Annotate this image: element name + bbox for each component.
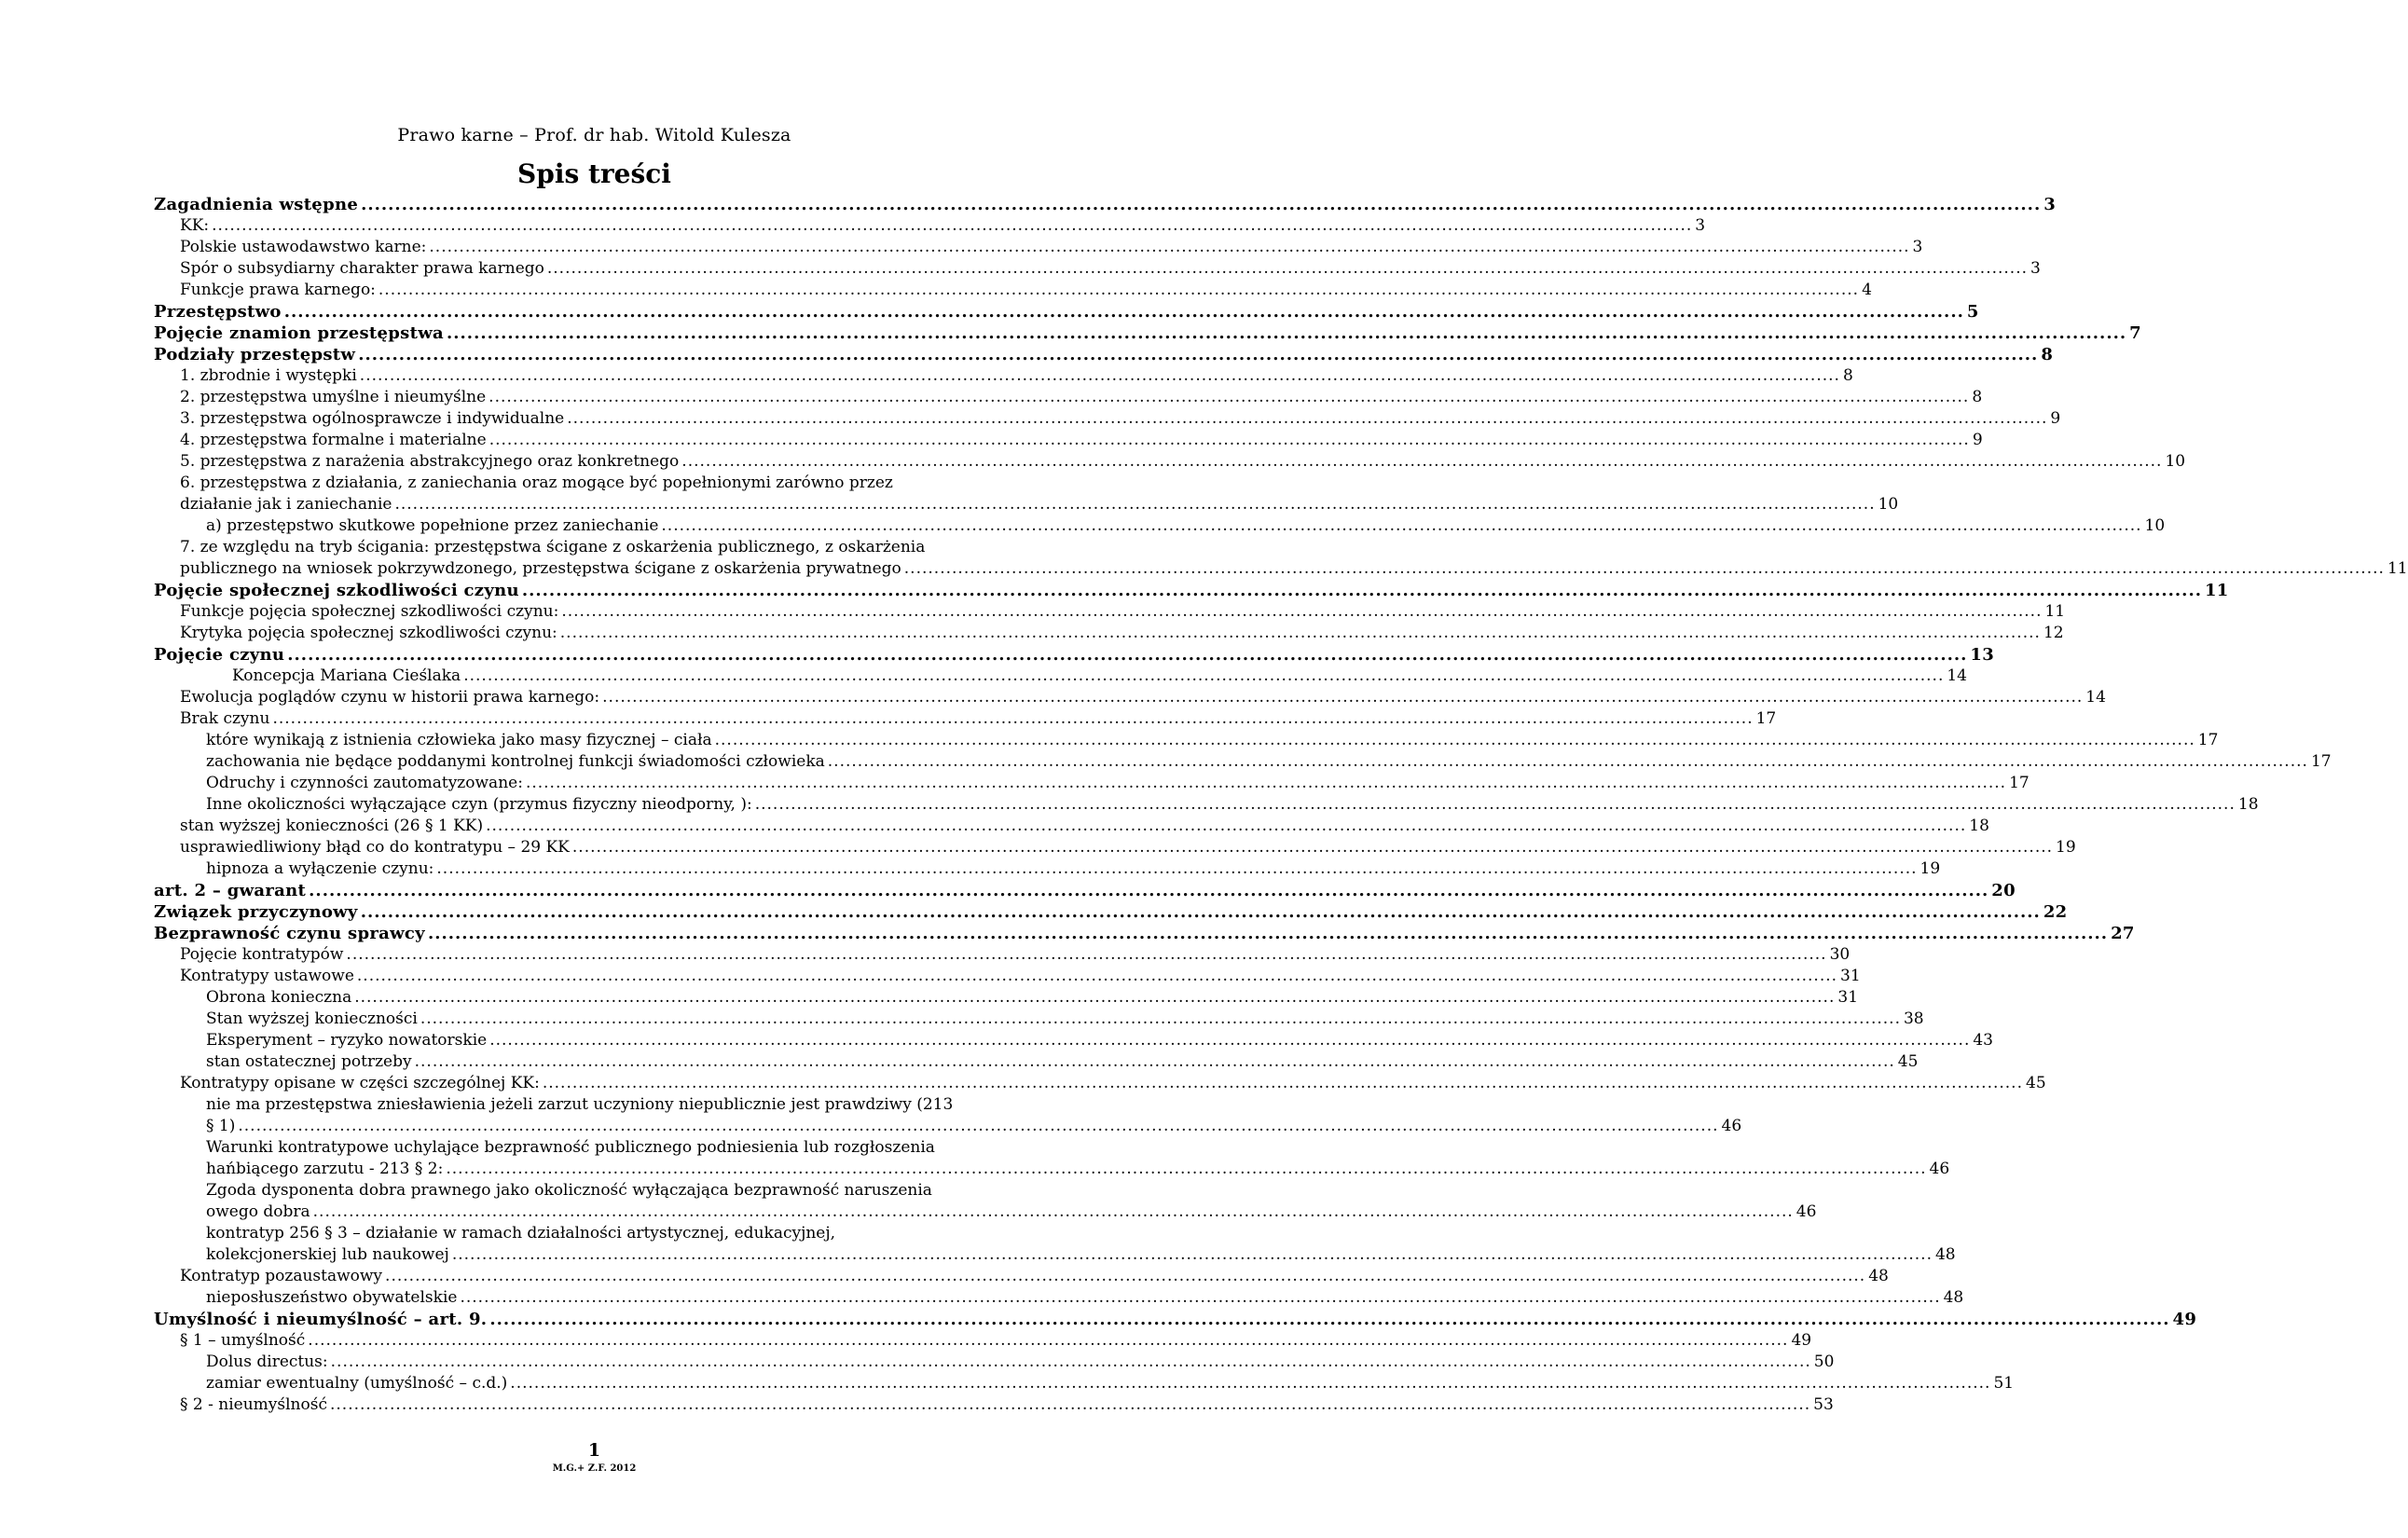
toc-entry[interactable] bbox=[154, 1330, 1812, 1352]
toc-dot-leader bbox=[308, 1330, 1788, 1352]
toc-chapter[interactable] bbox=[154, 323, 2141, 344]
toc-page-number: 3 bbox=[1695, 216, 1706, 235]
toc-entry[interactable] bbox=[154, 1352, 1835, 1373]
toc-entry-first-line[interactable]: kontratyp 256 § 3 – działanie w ramach działalności artystycznej, edukacyjnej, bbox=[206, 1224, 836, 1243]
toc-entry-title: zamiar ewentualny (umyślność – c.d.) bbox=[206, 1374, 508, 1393]
toc-entry-title: zachowania nie będące poddanymi kontrolnej funkcji świadomości człowieka bbox=[206, 752, 825, 771]
toc-page-number: 11 bbox=[2044, 602, 2066, 621]
toc-entry[interactable] bbox=[154, 837, 2076, 858]
toc-entry[interactable] bbox=[154, 708, 1777, 730]
toc-dot-leader bbox=[238, 1116, 1718, 1137]
toc-entry-title: Koncepcja Mariana Cieślaka bbox=[232, 666, 461, 685]
toc-dot-leader bbox=[661, 515, 2141, 537]
document-header: Prawo karne – Prof. dr hab. Witold Kulesza bbox=[397, 125, 791, 145]
toc-entry[interactable] bbox=[154, 730, 2219, 751]
toc-entry[interactable] bbox=[154, 515, 2166, 537]
toc-dot-leader bbox=[346, 944, 1826, 966]
toc-chapter[interactable] bbox=[154, 1309, 2197, 1330]
toc-entry[interactable] bbox=[154, 215, 1706, 237]
toc-entry[interactable] bbox=[154, 1373, 2015, 1394]
toc-entry[interactable] bbox=[154, 751, 2332, 773]
toc-entry-title: Bezprawność czynu sprawcy bbox=[154, 924, 425, 943]
toc-entry-title: Przestępstwo bbox=[154, 302, 282, 322]
toc-entry[interactable] bbox=[154, 1244, 1956, 1266]
toc-dot-leader bbox=[436, 858, 1917, 880]
toc-entry[interactable] bbox=[154, 1159, 1950, 1180]
toc-entry-title: Obrona konieczna bbox=[206, 988, 352, 1007]
toc-entry-title: art. 2 – gwarant bbox=[154, 881, 307, 900]
toc-dot-leader bbox=[357, 966, 1837, 987]
toc-page-number: 46 bbox=[1929, 1160, 1950, 1178]
toc-dot-leader bbox=[602, 687, 2083, 708]
toc-page-number: 43 bbox=[1973, 1031, 1993, 1050]
toc-page-number: 17 bbox=[1755, 709, 1777, 728]
toc-entry-title: które wynikają z istnienia człowieka jako masy fizycznej – ciała bbox=[206, 731, 712, 749]
toc-entry-title: § 2 - nieumyślność bbox=[180, 1395, 327, 1414]
toc-entry-title: KK: bbox=[180, 216, 210, 235]
toc-dot-leader bbox=[361, 901, 2041, 923]
toc-page-number: 31 bbox=[1837, 988, 1859, 1007]
toc-entry[interactable] bbox=[154, 365, 1853, 387]
toc-entry-title: Kontratypy opisane w części szczególnej KK: bbox=[180, 1074, 540, 1092]
toc-entry[interactable] bbox=[154, 1266, 1889, 1287]
toc-entry-title: usprawiedliwiony błąd co do kontratypu – 29 KK bbox=[180, 838, 570, 857]
toc-page-number: 7 bbox=[2129, 323, 2141, 343]
toc-entry-title: Funkcje prawa karnego: bbox=[180, 281, 376, 299]
toc-entry-title: hipnoza a wyłączenie czynu: bbox=[206, 859, 434, 878]
toc-entry[interactable] bbox=[154, 687, 2106, 708]
toc-page-number: 17 bbox=[2009, 774, 2030, 792]
toc-entry-title: Związek przyczynowy bbox=[154, 902, 358, 922]
toc-entry-title: Dolus directus: bbox=[206, 1353, 328, 1371]
toc-page-number: 14 bbox=[2085, 688, 2106, 707]
toc-page-number: 46 bbox=[1721, 1117, 1742, 1135]
toc-entry[interactable] bbox=[154, 1394, 1834, 1416]
toc-page-number: 10 bbox=[2165, 452, 2186, 471]
toc-dot-leader bbox=[489, 1030, 1970, 1051]
toc-dot-leader bbox=[287, 644, 1967, 666]
toc-dot-leader bbox=[447, 323, 2126, 344]
toc-dot-leader bbox=[510, 1373, 1990, 1394]
toc-dot-leader bbox=[385, 1266, 1865, 1287]
toc-chapter[interactable] bbox=[154, 644, 1995, 666]
toc-entry-title: 3. przestępstwa ogólnosprawcze i indywidualne bbox=[180, 409, 565, 428]
toc-page-number: 18 bbox=[2237, 795, 2259, 814]
toc-page-number: 48 bbox=[1934, 1245, 1956, 1264]
toc-page-number: 50 bbox=[1813, 1353, 1835, 1371]
toc-dot-leader bbox=[560, 623, 2041, 644]
toc-entry-title: 2. przestępstwa umyślne i nieumyślne bbox=[180, 388, 487, 406]
toc-page-number: 3 bbox=[2043, 195, 2057, 214]
toc-entry[interactable] bbox=[154, 987, 1859, 1009]
toc-dot-leader bbox=[212, 215, 1692, 237]
toc-entry-title: Inne okoliczności wyłączające czyn (przymus fizyczny nieodporny, ): bbox=[206, 795, 752, 814]
toc-dot-leader bbox=[272, 708, 1753, 730]
toc-entry[interactable] bbox=[154, 1116, 1742, 1137]
toc-entry-title: stan wyższej konieczności (26 § 1 KK) bbox=[180, 817, 484, 835]
toc-page-number: 45 bbox=[2026, 1074, 2046, 1092]
toc-page-number: 53 bbox=[1813, 1395, 1834, 1414]
toc-page-number: 17 bbox=[2310, 752, 2332, 771]
toc-dot-leader bbox=[361, 194, 2041, 215]
toc-page-number: 22 bbox=[2043, 902, 2068, 922]
toc-entry-title: Polskie ustawodawstwo karne: bbox=[180, 238, 427, 256]
toc-entry[interactable] bbox=[154, 558, 2408, 580]
toc-page-number: 10 bbox=[2144, 516, 2166, 535]
toc-entry[interactable] bbox=[154, 794, 2259, 816]
toc-dot-leader bbox=[463, 666, 1944, 687]
toc-dot-leader bbox=[489, 430, 1970, 451]
toc-page-number: 30 bbox=[1829, 945, 1851, 964]
toc-dot-leader bbox=[543, 1073, 2023, 1094]
toc-entry[interactable] bbox=[154, 858, 1941, 880]
toc-entry[interactable] bbox=[154, 601, 2066, 623]
toc-chapter[interactable] bbox=[154, 194, 2057, 215]
toc-page-number: 38 bbox=[1903, 1009, 1924, 1028]
toc-entry-title: Kontratyp pozaustawowy bbox=[180, 1267, 383, 1285]
toc-entry-title: stan ostatecznej potrzeby bbox=[206, 1052, 412, 1071]
toc-entry-title: publicznego na wniosek pokrzywdzonego, przestępstwa ścigane z oskarżenia prywatnego bbox=[180, 559, 901, 578]
toc-page-number: 27 bbox=[2111, 924, 2135, 943]
toc-entry-first-line[interactable]: nie ma przestępstwa zniesławienia jeżeli zarzut uczyniony niepublicznie jest prawdziwy (213 bbox=[206, 1095, 954, 1114]
toc-page-number: 48 bbox=[1943, 1288, 1964, 1307]
toc-entry[interactable] bbox=[154, 666, 1967, 687]
toc-entry-title: 1. zbrodnie i występki bbox=[180, 366, 357, 385]
toc-dot-leader bbox=[522, 580, 2202, 601]
toc-entry[interactable] bbox=[154, 623, 2064, 644]
toc-dot-leader bbox=[330, 1394, 1810, 1416]
toc-page-number: 8 bbox=[1842, 366, 1853, 385]
table-of-contents bbox=[154, 194, 2408, 1416]
toc-chapter[interactable] bbox=[154, 580, 2229, 601]
toc-page-number: 14 bbox=[1947, 666, 1967, 685]
toc-page-number: 19 bbox=[2056, 838, 2076, 857]
toc-entry-title: § 1 – umyślność bbox=[180, 1331, 306, 1350]
toc-page-number: 17 bbox=[2197, 731, 2219, 749]
toc-entry-first-line[interactable]: 7. ze względu na tryb ścigania: przestępstwa ścigane z oskarżenia publicznego, z oskarżenia bbox=[180, 538, 926, 556]
toc-entry-title: 4. przestępstwa formalne i materialne bbox=[180, 431, 487, 449]
toc-entry[interactable] bbox=[154, 816, 1989, 837]
toc-entry-title: Odruchy i czynności zautomatyzowane: bbox=[206, 774, 523, 792]
toc-dot-leader bbox=[828, 751, 2308, 773]
toc-page-number: 3 bbox=[1912, 238, 1923, 256]
toc-entry-title: Umyślność i nieumyślność – art. 9. bbox=[154, 1310, 488, 1329]
toc-dot-leader bbox=[489, 1309, 2169, 1330]
toc-dot-leader bbox=[561, 601, 2042, 623]
toc-page-number: 49 bbox=[1791, 1331, 1812, 1350]
toc-entry[interactable] bbox=[154, 237, 1923, 258]
toc-page-number: 18 bbox=[1969, 817, 1989, 835]
toc-entry[interactable] bbox=[154, 1202, 1817, 1223]
toc-page-number: 10 bbox=[1878, 495, 1899, 514]
page-number: 1 bbox=[587, 1440, 601, 1461]
toc-entry-title: owego dobra bbox=[206, 1202, 310, 1221]
toc-dot-leader bbox=[313, 1202, 1794, 1223]
toc-page-number: 11 bbox=[2204, 581, 2229, 600]
toc-dot-leader bbox=[428, 923, 2108, 944]
toc-chapter[interactable] bbox=[154, 301, 1979, 323]
toc-page-number: 19 bbox=[1920, 859, 1941, 878]
toc-entry-title: a) przestępstwo skutkowe popełnione przez zaniechanie bbox=[206, 516, 659, 535]
toc-entry[interactable] bbox=[154, 258, 2041, 280]
toc-dot-leader bbox=[681, 451, 2162, 473]
toc-entry[interactable] bbox=[154, 408, 2061, 430]
toc-page-number: 8 bbox=[1972, 388, 1983, 406]
toc-entry-first-line[interactable]: Zgoda dysponenta dobra prawnego jako okoliczność wyłączająca bezprawność naruszenia bbox=[206, 1181, 932, 1200]
toc-dot-leader bbox=[354, 987, 1835, 1009]
toc-dot-leader bbox=[429, 237, 1909, 258]
toc-entry-title: nieposłuszeństwo obywatelskie bbox=[206, 1288, 458, 1307]
toc-page-number: 45 bbox=[1897, 1052, 1919, 1071]
toc-entry[interactable] bbox=[154, 966, 1861, 987]
toc-dot-leader bbox=[526, 773, 2006, 794]
toc-dot-leader bbox=[309, 880, 1988, 901]
toc-entry-title: działanie jak i zaniechanie bbox=[180, 495, 392, 514]
toc-entry-title: 5. przestępstwa z narażenia abstrakcyjnego oraz konkretnego bbox=[180, 452, 680, 471]
toc-chapter[interactable] bbox=[154, 901, 2068, 923]
toc-dot-leader bbox=[572, 837, 2053, 858]
toc-dot-leader bbox=[420, 1009, 1901, 1030]
toc-entry[interactable] bbox=[154, 451, 2186, 473]
toc-entry-title: Zagadnienia wstępne bbox=[154, 195, 359, 214]
toc-entry-title: Pojęcie społecznej szkodliwości czynu bbox=[154, 581, 519, 600]
toc-page-number: 3 bbox=[2030, 259, 2041, 278]
toc-entry[interactable] bbox=[154, 1051, 1919, 1073]
toc-page-number: 20 bbox=[1991, 881, 2016, 900]
toc-entry-title: kolekcjonerskiej lub naukowej bbox=[206, 1245, 449, 1264]
toc-page-number: 9 bbox=[2050, 409, 2061, 428]
toc-dot-leader bbox=[394, 494, 1875, 515]
toc-page-number: 46 bbox=[1796, 1202, 1817, 1221]
toc-entry[interactable] bbox=[154, 773, 2030, 794]
toc-entry-title: Spór o subsydiarny charakter prawa karnego bbox=[180, 259, 544, 278]
toc-page-number: 13 bbox=[1970, 645, 1995, 665]
toc-entry-title: Stan wyższej konieczności bbox=[206, 1009, 418, 1028]
toc-dot-leader bbox=[358, 344, 2038, 365]
toc-dot-leader bbox=[378, 280, 1859, 301]
toc-dot-leader bbox=[415, 1051, 1895, 1073]
toc-page-number: 48 bbox=[1868, 1267, 1889, 1285]
toc-page-number: 8 bbox=[2041, 345, 2054, 364]
toc-dot-leader bbox=[547, 258, 2028, 280]
footer-note: M.G.+ Z.F. 2012 bbox=[552, 1463, 637, 1474]
toc-page-number: 5 bbox=[1966, 302, 1979, 322]
toc-entry[interactable] bbox=[154, 1009, 1924, 1030]
toc-entry-title: Pojęcie kontratypów bbox=[180, 945, 344, 964]
toc-page-number: 12 bbox=[2043, 624, 2064, 642]
toc-entry-title: Pojęcie czynu bbox=[154, 645, 285, 665]
toc-entry-first-line[interactable]: Warunki kontratypowe uchylające bezprawność publicznego podniesienia lub rozgłoszenia bbox=[206, 1138, 935, 1157]
toc-dot-leader bbox=[486, 816, 1966, 837]
toc-entry[interactable] bbox=[154, 430, 1983, 451]
toc-entry-title: § 1) bbox=[206, 1117, 236, 1135]
toc-chapter[interactable] bbox=[154, 880, 2016, 901]
toc-dot-leader bbox=[567, 408, 2047, 430]
toc-dot-leader bbox=[331, 1352, 1811, 1373]
toc-dot-leader bbox=[755, 794, 2236, 816]
toc-dot-leader bbox=[446, 1159, 1926, 1180]
toc-dot-leader bbox=[715, 730, 2195, 751]
toc-entry-title: Funkcje pojęcia społecznej szkodliwości czynu: bbox=[180, 602, 559, 621]
toc-chapter[interactable] bbox=[154, 923, 2135, 944]
toc-entry[interactable] bbox=[154, 1287, 1964, 1309]
toc-entry[interactable] bbox=[154, 280, 1872, 301]
toc-entry-title: hańbiącego zarzutu - 213 § 2: bbox=[206, 1160, 444, 1178]
toc-entry-title: Ewolucja poglądów czynu w historii prawa karnego: bbox=[180, 688, 600, 707]
toc-page-number: 9 bbox=[1972, 431, 1983, 449]
toc-entry-first-line[interactable]: 6. przestępstwa z działania, z zaniechania oraz mogące być popełnionymi zarówno przez bbox=[180, 474, 893, 492]
toc-entry-title: Podziały przestępstw bbox=[154, 345, 356, 364]
toc-entry-title: Krytyka pojęcia społecznej szkodliwości czynu: bbox=[180, 624, 557, 642]
toc-dot-leader bbox=[284, 301, 1964, 323]
toc-entry[interactable] bbox=[154, 387, 1983, 408]
toc-entry-title: Pojęcie znamion przestępstwa bbox=[154, 323, 444, 343]
toc-entry[interactable] bbox=[154, 1073, 2046, 1094]
toc-entry-title: Kontratypy ustawowe bbox=[180, 967, 354, 985]
toc-entry[interactable] bbox=[154, 1030, 1993, 1051]
toc-chapter[interactable] bbox=[154, 344, 2054, 365]
toc-page-number: 11 bbox=[2387, 559, 2408, 578]
toc-page-number: 49 bbox=[2172, 1310, 2197, 1329]
toc-page-number: 51 bbox=[1993, 1374, 2015, 1393]
toc-dot-leader bbox=[488, 387, 1969, 408]
toc-dot-leader bbox=[360, 365, 1840, 387]
toc-dot-leader bbox=[460, 1287, 1940, 1309]
toc-page-number: 31 bbox=[1840, 967, 1861, 985]
toc-entry-title: Eksperyment – ryzyko nowatorskie bbox=[206, 1031, 488, 1050]
page-title: Spis treści bbox=[517, 158, 671, 189]
toc-entry[interactable] bbox=[154, 494, 1899, 515]
toc-dot-leader bbox=[452, 1244, 1933, 1266]
toc-dot-leader bbox=[904, 558, 2385, 580]
toc-page-number: 4 bbox=[1862, 281, 1872, 299]
toc-entry-title: Brak czynu bbox=[180, 709, 270, 728]
toc-entry[interactable] bbox=[154, 944, 1851, 966]
